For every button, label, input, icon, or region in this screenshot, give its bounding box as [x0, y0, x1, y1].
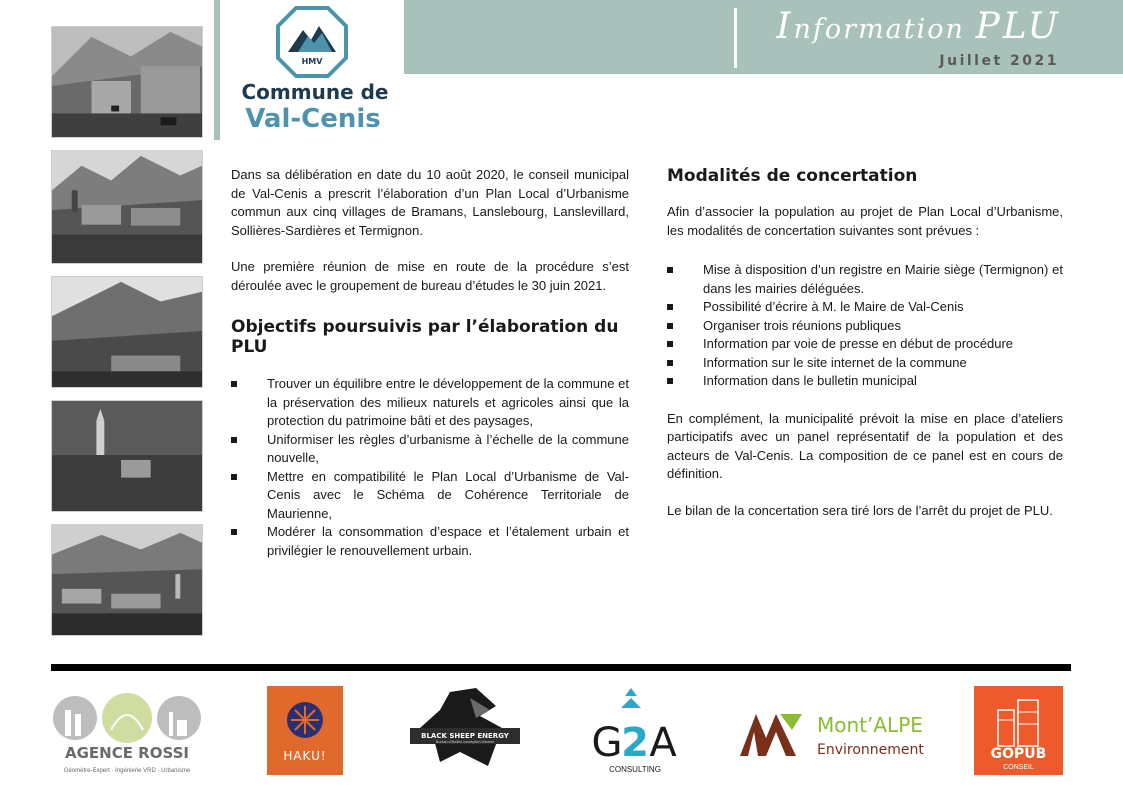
- list-item: Modérer la consommation d’espace et l’étalement urbain et privilégier le renouvellement urbain.: [231, 523, 629, 560]
- agence-rossi-logo: [51, 690, 203, 778]
- list-item: Mise à disposition d’un registre en Mairie siège (Termignon) et dans les mairies déléguées.: [667, 261, 1063, 298]
- svg-text:CONSEIL: CONSEIL: [1003, 764, 1034, 771]
- intro-paragraph-2: Une première réunion de mise en route de la procédure s’est déroulée avec le groupement de bureau d’études le 30 juin 2021.: [231, 259, 629, 293]
- banner-date: Juillet 2021: [939, 53, 1059, 69]
- list-item: Trouver un équilibre entre le développement de la commune et la préservation des milieux naturels et agricoles ainsi que la protection du patrimoine bâti et des paysages,: [231, 375, 629, 431]
- village-photo-1: [51, 26, 203, 138]
- modalites-list: [667, 261, 1063, 391]
- logo-val-cenis: Val-Cenis: [245, 104, 381, 134]
- banner-left-bar: [214, 0, 220, 140]
- svg-text:HMV: HMV: [301, 57, 323, 66]
- village-photo-2: [51, 150, 203, 264]
- mont-alpe-logo: [740, 710, 930, 760]
- list-item: Uniformiser les règles d’urbanisme à l’échelle de la commune nouvelle,: [231, 431, 629, 468]
- list-item: Information dans le bulletin municipal: [667, 372, 1063, 391]
- village-photo-4: [51, 400, 203, 512]
- objectifs-list: [231, 375, 629, 560]
- bilan-paragraph: Le bilan de la concertation sera tiré lors de l’arrêt du projet de PLU.: [667, 502, 1053, 518]
- svg-text:HAKU!: HAKU!: [283, 749, 327, 763]
- logo-commune-de: Commune de: [241, 80, 389, 104]
- gopub-conseil-logo: [974, 686, 1063, 775]
- svg-text:CONSULTING: CONSULTING: [609, 765, 661, 774]
- svg-text:G: G: [591, 720, 623, 766]
- intro-paragraph-1: Dans sa délibération en date du 10 août 2020, le conseil municipal de Val-Cenis a prescrit l’élaboration d’un Plan Local d’Urbanisme commun aux cinq villages de Bramans, Lanslebourg, Lanslevillard, Sollières-Sardières et Termignon.: [231, 167, 629, 238]
- modalites-heading: Modalités de concertation: [667, 166, 918, 186]
- village-photo-5: [51, 524, 203, 636]
- modalites-intro: Afin d’associer la population au projet de Plan Local d’Urbanisme, les modalités de concertation suivantes sont prévues :: [667, 204, 1063, 238]
- village-photo-3: [51, 276, 203, 388]
- svg-text:AGENCE ROSSI: AGENCE ROSSI: [64, 744, 190, 762]
- list-item: Information sur le site internet de la commune: [667, 354, 1063, 373]
- svg-text:A: A: [649, 720, 677, 766]
- banner-title: Information PLU: [776, 6, 1061, 47]
- svg-text:Environnement: Environnement: [817, 742, 924, 758]
- haku-logo: [267, 686, 343, 775]
- svg-text:Bureau d’études conception d’a: Bureau d’études conception d’avenir: [435, 740, 495, 744]
- left-column: [231, 166, 629, 578]
- list-item: Organiser trois réunions publiques: [667, 317, 1063, 336]
- svg-text:Mont’ALPE: Mont’ALPE: [817, 713, 923, 737]
- complement-paragraph: En complément, la municipalité prévoit la mise en place d’ateliers participatifs avec un panel représentatif de la population et des acteurs de Val-Cenis. La composition de ce panel est en cours de définition.: [667, 410, 1063, 481]
- list-item: Mettre en compatibilité le Plan Local d’Urbanisme de Val-Cenis avec le Schéma de Cohérence Territoriale de Maurienne,: [231, 468, 629, 524]
- objectifs-heading: Objectifs poursuivis par l’élaboration du PLU: [231, 317, 619, 357]
- svg-text:GOPUB: GOPUB: [990, 746, 1047, 762]
- mountain-badge-icon: [276, 6, 348, 78]
- svg-text:BLACK SHEEP ENERGY: BLACK SHEEP ENERGY: [421, 732, 509, 740]
- g2a-consulting-logo: [585, 688, 685, 774]
- list-item: Information par voie de presse en début de procédure: [667, 335, 1063, 354]
- svg-text:Géomètre-Expert · Ingénierie V: Géomètre-Expert · Ingénierie VRD · Urbanisme: [63, 768, 191, 774]
- list-item: Possibilité d’écrire à M. le Maire de Val-Cenis: [667, 298, 1063, 317]
- footer-rule: [51, 664, 1071, 671]
- svg-text:2: 2: [621, 720, 649, 766]
- right-column: [667, 166, 1063, 538]
- black-sheep-energy-logo: [410, 688, 520, 768]
- banner-divider: [734, 8, 737, 68]
